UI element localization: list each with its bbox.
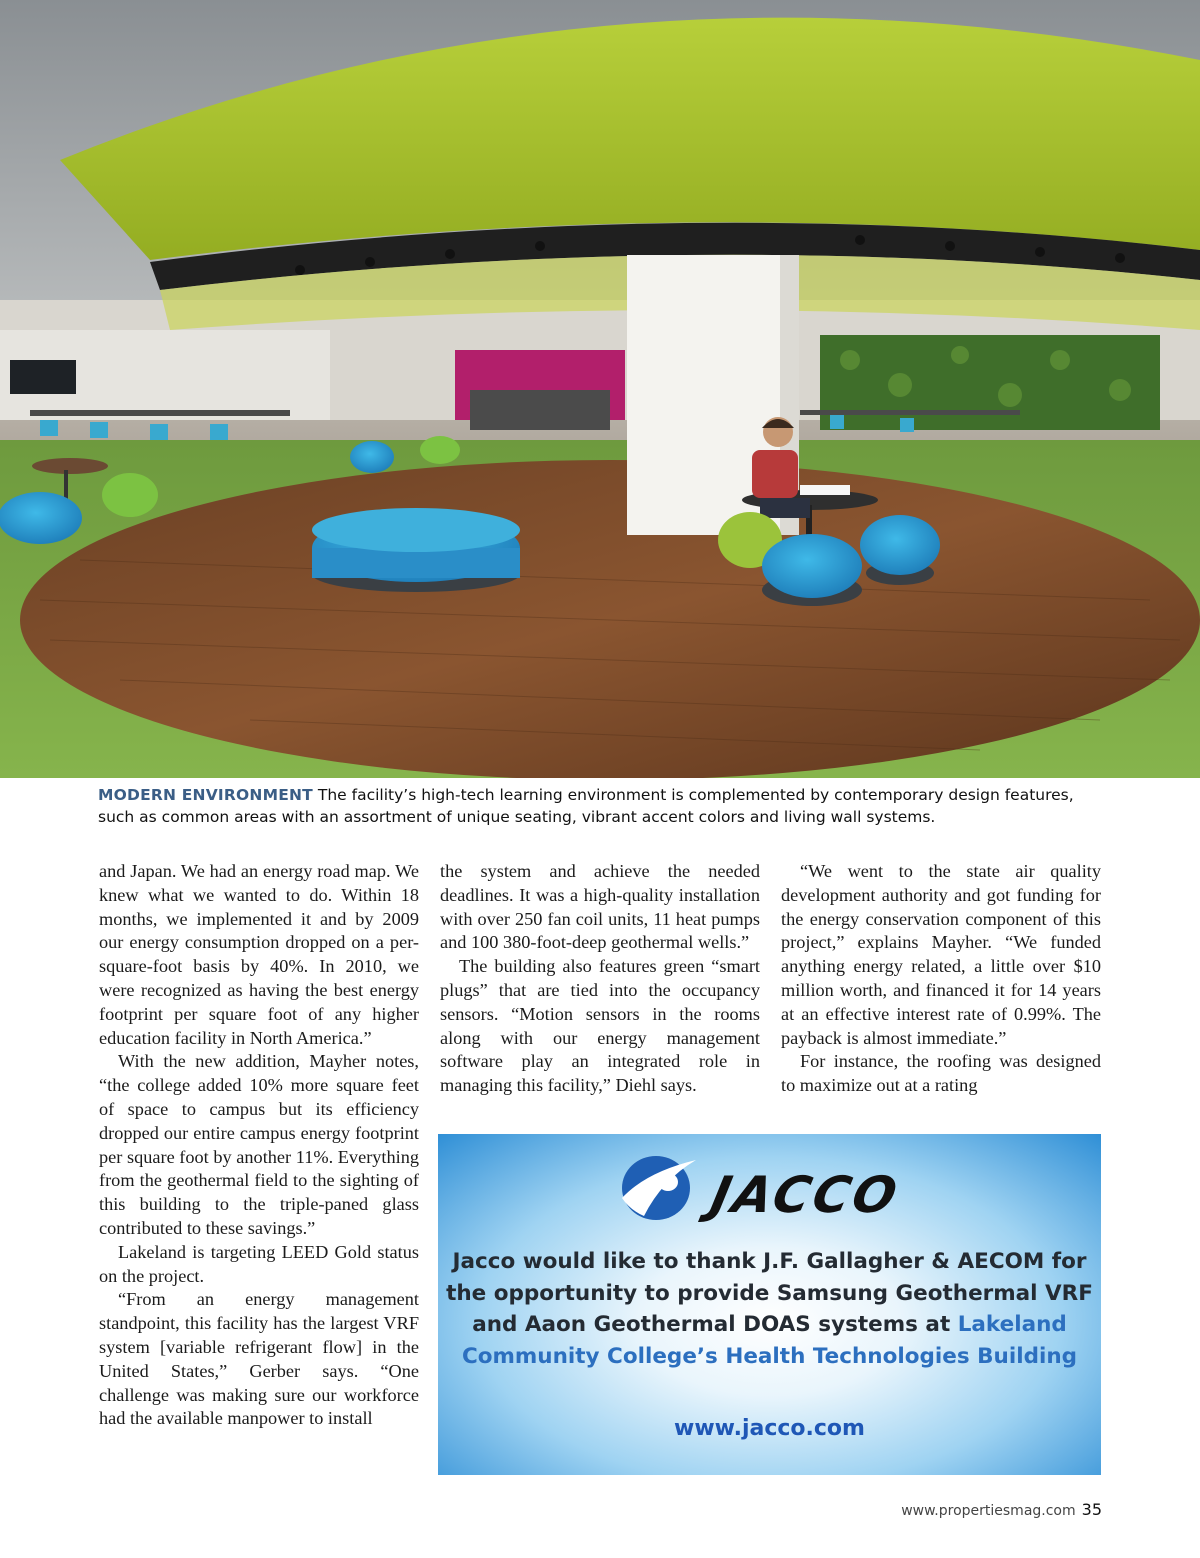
globe-swoosh-icon bbox=[616, 1152, 702, 1222]
article-column-1 bbox=[99, 860, 419, 1431]
hero-photo bbox=[0, 0, 1200, 778]
ad-message-highlight: Lakeland Community College’s Health Technologies Building bbox=[461, 1312, 1078, 1369]
interior-scene bbox=[0, 0, 1200, 778]
paragraph: the system and achieve the needed deadlines. It was a high-quality installation with over 250 fan coil units, 11 heat pumps and 100 380-foot-deep geothermal wells.” bbox=[440, 861, 760, 953]
article-column-3 bbox=[781, 860, 1101, 1098]
paragraph: “We went to the state air quality development authority and got funding for the energy conservation component of this project,” explains Mayher. “We funded anything energy related, a little over $10 million worth, and financed it for 14 years at an effective interest rate of 0.99%. The payback is almost immediate.” bbox=[781, 861, 1101, 1048]
paragraph: The building also features green “smart plugs” that are tied into the occupancy sensors. “Motion sensors in the rooms along with our energy management software play an integrated role in managing this facility,” Diehl says. bbox=[440, 956, 760, 1096]
jacco-logo bbox=[616, 1152, 926, 1222]
page-footer bbox=[860, 1500, 1102, 1519]
caption-text: The facility’s high-tech learning environment is complemented by contemporary design features, such as common areas with an assortment of unique seating, vibrant accent colors and living wall systems. bbox=[98, 786, 1074, 826]
ad-url-link[interactable]: www.jacco.com bbox=[674, 1416, 865, 1441]
paragraph: For instance, the roofing was designed to maximize out at a rating bbox=[781, 1051, 1101, 1096]
ad-message-main: Jacco would like to thank J.F. Gallagher & AECOM for the opportunity to provide Samsung Geothermal VRF and Aaon Geothermal DOAS systems at bbox=[446, 1249, 1093, 1337]
paragraph: With the new addition, Mayher notes, “the college added 10% more square feet of space to campus but its efficiency dropped our entire campus energy footprint per square foot by another 11%. Everything from the geothermal field to the sighting of this building to the triple-paned glass contributed to these savings.” bbox=[99, 1051, 419, 1238]
paragraph: “From an energy management standpoint, this facility has the largest VRF system [variable refrigerant flow] in the United States,” Gerber says. “One challenge was making sure our workforce had the available manpower to install bbox=[99, 1289, 419, 1429]
footer-site: www.propertiesmag.com bbox=[901, 1503, 1076, 1519]
page-number: 35 bbox=[1081, 1500, 1102, 1519]
ad-message bbox=[438, 1246, 1101, 1372]
paragraph: and Japan. We had an energy road map. We knew what we wanted to do. Within 18 months, we implemented it and by 2009 our energy consumption dropped on a per-square-foot basis by 40%. In 2010, we were recognized as having the best energy footprint per square foot of any higher education facility in North America.” bbox=[99, 861, 419, 1048]
jacco-wordmark: JACCO bbox=[705, 1166, 905, 1224]
article-column-2 bbox=[440, 860, 760, 1098]
caption-kicker: MODERN ENVIRONMENT bbox=[98, 786, 313, 804]
paragraph: Lakeland is targeting LEED Gold status on the project. bbox=[99, 1241, 419, 1286]
photo-caption bbox=[98, 784, 1108, 828]
jacco-advertisement[interactable] bbox=[438, 1134, 1101, 1475]
